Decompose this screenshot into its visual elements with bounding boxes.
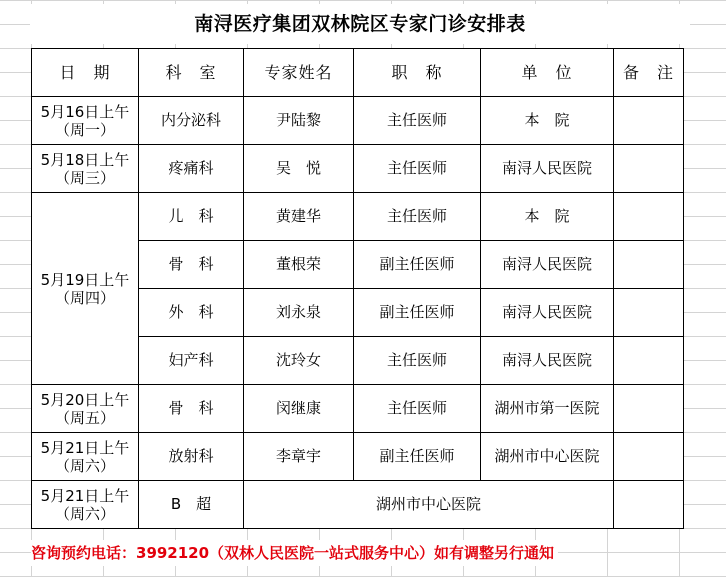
position-cell: 副主任医师 bbox=[354, 241, 481, 289]
table-row bbox=[32, 385, 684, 433]
position-cell: 主任医师 bbox=[354, 145, 481, 193]
weekday-text: （周一） bbox=[54, 120, 115, 139]
note-cell bbox=[614, 193, 684, 241]
expert-cell: 董根荣 bbox=[244, 241, 354, 289]
unit-cell: 南浔人民医院 bbox=[481, 145, 614, 193]
note-cell bbox=[614, 97, 684, 145]
date-text: 5月20日上午 bbox=[40, 390, 130, 409]
date-cell bbox=[32, 145, 139, 193]
table-row bbox=[32, 481, 684, 529]
note-cell bbox=[614, 337, 684, 385]
header-unit: 单 位 bbox=[481, 49, 614, 97]
dept-cell: 骨 科 bbox=[139, 241, 244, 289]
position-cell: 副主任医师 bbox=[354, 433, 481, 481]
dept-cell: 放射科 bbox=[139, 433, 244, 481]
date-cell bbox=[32, 193, 139, 385]
table-header-row bbox=[32, 49, 684, 97]
header-position: 职 称 bbox=[354, 49, 481, 97]
note-cell bbox=[614, 433, 684, 481]
dept-cell: 妇产科 bbox=[139, 337, 244, 385]
dept-cell: 外 科 bbox=[139, 289, 244, 337]
note-cell bbox=[614, 145, 684, 193]
date-text: 5月18日上午 bbox=[40, 150, 130, 169]
unit-cell: 本 院 bbox=[481, 97, 614, 145]
date-cell bbox=[32, 385, 139, 433]
date-text: 5月21日上午 bbox=[40, 486, 130, 505]
date-cell bbox=[32, 97, 139, 145]
note-cell bbox=[614, 289, 684, 337]
weekday-text: （周三） bbox=[54, 168, 115, 187]
table-row bbox=[32, 433, 684, 481]
weekday-text: （周四） bbox=[54, 288, 115, 307]
date-text: 5月21日上午 bbox=[40, 438, 130, 457]
position-cell: 副主任医师 bbox=[354, 289, 481, 337]
unit-cell: 湖州市第一医院 bbox=[481, 385, 614, 433]
table-row bbox=[32, 193, 684, 241]
contact-footer: 咨询预约电话：3992120（双林人民医院一站式服务中心）如有调整另行通知 bbox=[31, 540, 558, 566]
expert-cell: 闵继康 bbox=[244, 385, 354, 433]
weekday-text: （周五） bbox=[54, 408, 115, 427]
unit-cell: 南浔人民医院 bbox=[481, 241, 614, 289]
header-expert: 专家姓名 bbox=[244, 49, 354, 97]
header-dept: 科 室 bbox=[139, 49, 244, 97]
position-cell: 主任医师 bbox=[354, 97, 481, 145]
page-title: 南浔医疗集团双林院区专家门诊安排表 bbox=[30, 4, 690, 44]
weekday-text: （周六） bbox=[54, 456, 115, 475]
weekday-text: （周六） bbox=[54, 504, 115, 523]
date-cell bbox=[32, 481, 139, 529]
position-cell: 主任医师 bbox=[354, 385, 481, 433]
note-cell bbox=[614, 481, 684, 529]
header-date: 日 期 bbox=[32, 49, 139, 97]
dept-cell: 骨 科 bbox=[139, 385, 244, 433]
dept-cell: 内分泌科 bbox=[139, 97, 244, 145]
position-cell: 主任医师 bbox=[354, 193, 481, 241]
expert-cell: 尹陆黎 bbox=[244, 97, 354, 145]
unit-cell: 湖州市中心医院 bbox=[481, 433, 614, 481]
note-cell bbox=[614, 241, 684, 289]
header-note: 备 注 bbox=[614, 49, 684, 97]
expert-cell: 刘永泉 bbox=[244, 289, 354, 337]
date-text: 5月16日上午 bbox=[40, 102, 130, 121]
expert-cell: 黄建华 bbox=[244, 193, 354, 241]
schedule-table bbox=[31, 48, 684, 529]
unit-cell: 南浔人民医院 bbox=[481, 337, 614, 385]
position-cell: 主任医师 bbox=[354, 337, 481, 385]
expert-cell: 吴 悦 bbox=[244, 145, 354, 193]
table-row bbox=[32, 145, 684, 193]
date-text: 5月19日上午 bbox=[40, 270, 130, 289]
expert-cell: 李章宇 bbox=[244, 433, 354, 481]
table-row bbox=[32, 97, 684, 145]
note-cell bbox=[614, 385, 684, 433]
unit-cell: 南浔人民医院 bbox=[481, 289, 614, 337]
dept-cell: 儿 科 bbox=[139, 193, 244, 241]
expert-cell: 沈玲女 bbox=[244, 337, 354, 385]
unit-cell: 本 院 bbox=[481, 193, 614, 241]
date-cell bbox=[32, 433, 139, 481]
dept-cell: B 超 bbox=[139, 481, 244, 529]
merged-unit-cell: 湖州市中心医院 bbox=[244, 481, 614, 529]
dept-cell: 疼痛科 bbox=[139, 145, 244, 193]
